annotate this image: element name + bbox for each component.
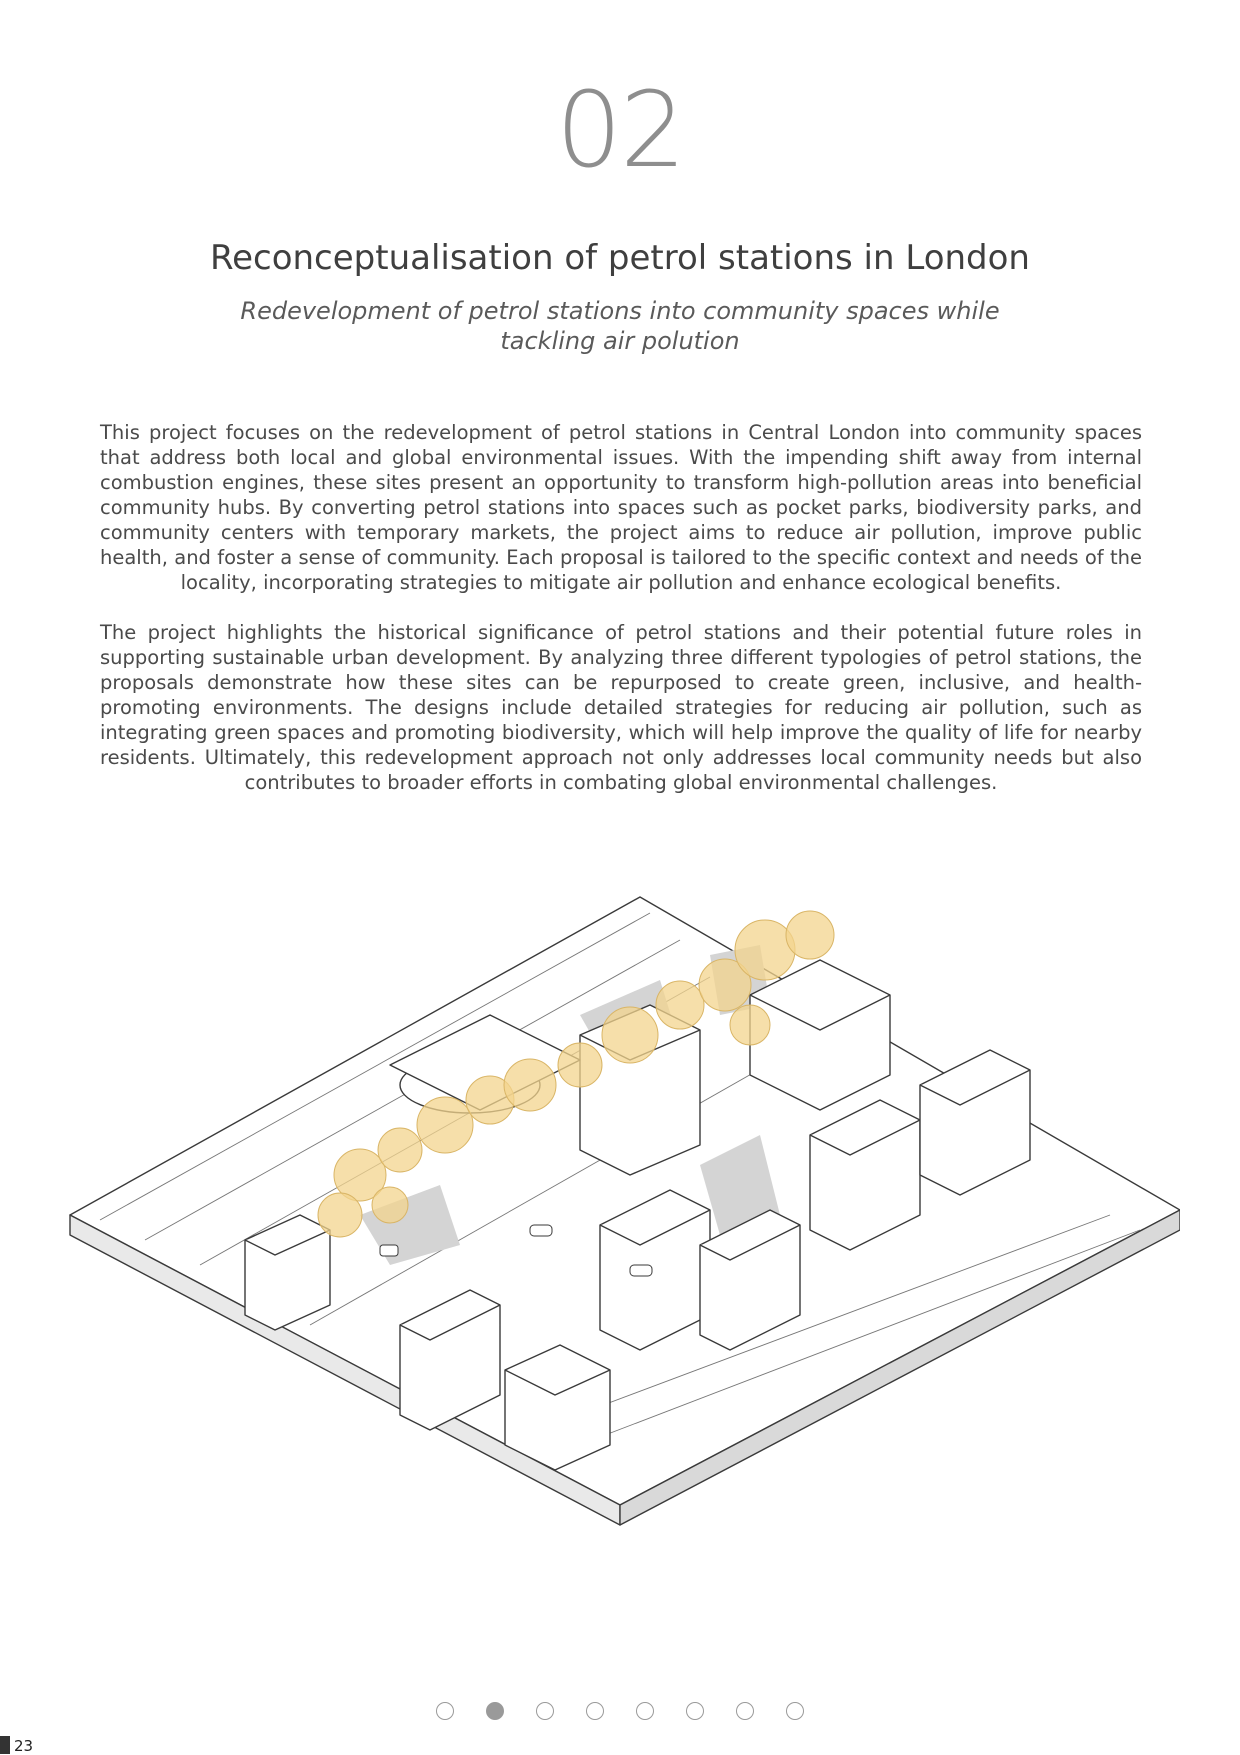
page-title: Reconceptualisation of petrol stations in London — [209, 238, 1030, 278]
axonometric-site-drawing — [60, 885, 1180, 1575]
car — [630, 1265, 652, 1276]
pagination-dot-2-active[interactable] — [486, 1702, 504, 1720]
car — [380, 1245, 398, 1256]
pagination-dot-5[interactable] — [636, 1702, 654, 1720]
tree — [730, 1005, 770, 1045]
tree — [378, 1128, 422, 1172]
page-subtitle: Redevelopment of petrol stations into community spaces while tackling air polution — [240, 297, 1000, 355]
tree — [558, 1043, 602, 1087]
pagination-dots — [0, 1702, 1240, 1726]
body-paragraph-2: The project highlights the historical significance of petrol stations and their potential future roles in supporting sustainable urban development. By analyzing three different typologies of petrol stations, the proposals demonstrate how these sites can be repurposed to create green, inclusive, and health-promoting environments. The designs include detailed strategies for reducing air pollution, such as integrating green spaces and promoting biodiversity, which will help improve the quality of life for nearby residents. Ultimately, this redevelopment approach not only addresses local community needs but also contributes to broader efforts in combating global environmental challenges. — [100, 620, 1142, 794]
tree — [602, 1007, 658, 1063]
building — [505, 1345, 610, 1470]
body-paragraph-1: This project focuses on the redevelopment of petrol stations in Central London into community spaces that address both local and global environmental issues. With the impending shift away from internal combustion engines, these sites present an opportunity to transform high-pollution areas into beneficial community hubs. By converting petrol stations into spaces such as pocket parks, biodiversity parks, and community centers with temporary markets, the project aims to reduce air pollution, improve public health, and foster a sense of community. Each proposal is tailored to the specific context and needs of the locality, incorporating strategies to mitigate air pollution and enhance ecological benefits. — [100, 420, 1142, 594]
pagination-dot-7[interactable] — [736, 1702, 754, 1720]
section-number: 02 — [555, 69, 685, 191]
car — [530, 1225, 552, 1236]
pagination-dot-6[interactable] — [686, 1702, 704, 1720]
tree — [318, 1193, 362, 1237]
pagination-dot-3[interactable] — [536, 1702, 554, 1720]
pagination-dot-1[interactable] — [436, 1702, 454, 1720]
tree — [504, 1059, 556, 1111]
tree — [417, 1097, 473, 1153]
tree — [372, 1187, 408, 1223]
tree — [656, 981, 704, 1029]
site-base-top — [70, 897, 1180, 1505]
tree — [735, 920, 795, 980]
page-number: 23 — [14, 1737, 34, 1755]
page-marker — [0, 1736, 10, 1754]
pagination-dot-8[interactable] — [786, 1702, 804, 1720]
tree — [786, 911, 834, 959]
pagination-dot-4[interactable] — [586, 1702, 604, 1720]
